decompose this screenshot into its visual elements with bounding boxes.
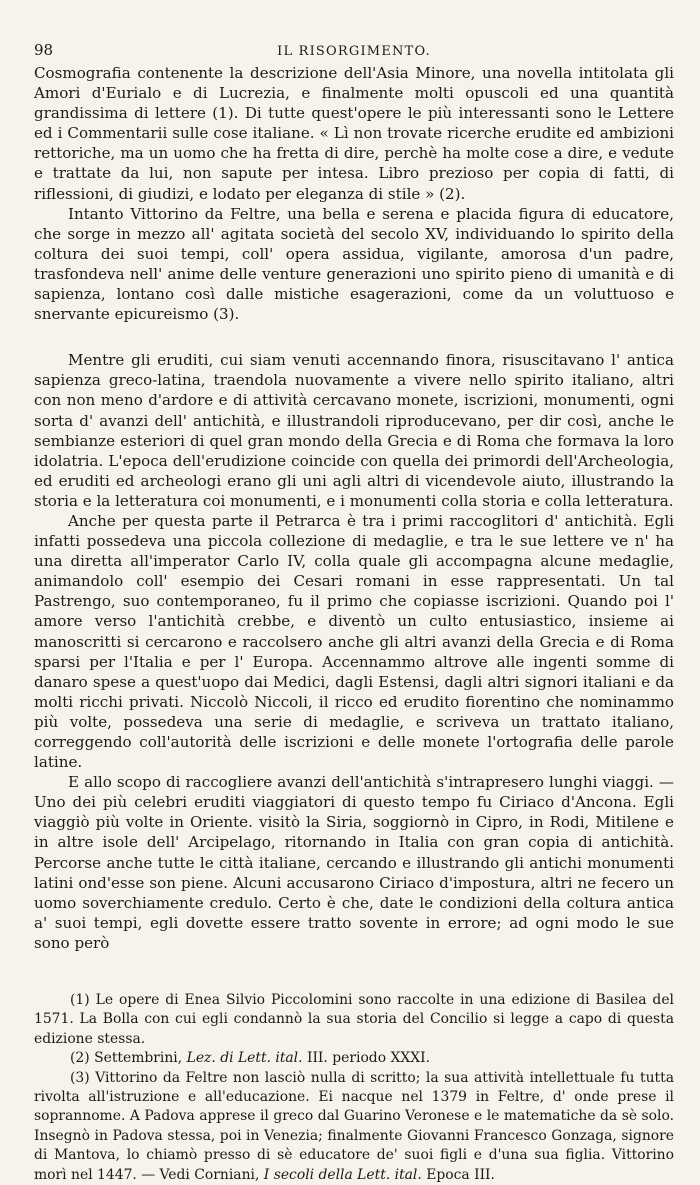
footnote-2 [34,1049,674,1068]
footnotes [34,991,674,1185]
paragraph-ciriaco: E allo scopo di raccogliere avanzi dell'antichità s'intrapresero lunghi viaggi. — Uno dei più celebri eruditi viaggiatori di questo tempo fu Ciriaco d'Ancona. Egli viaggiò più volte in Oriente. visitò la Siria, soggiornò in Cipro, in Rodi, Mitilene e in altre isole dell' Arcipelago, ritornando in Italia con gran copia di antichità. Percorse anche tutte le città italiane, cercando e illustrando gli antichi monumenti latini ond'esse son piene. Alcuni accusarono Ciriaco d'impostura, altri ne fecero un uomo soverchiamente credulo. Certo è che, date le condizioni della coltura antica a' suoi tempi, egli dovette essere tratto sovente in errore; ad ogni modo le sue sono però [34,773,674,952]
running-title: IL RISORGIMENTO. [277,44,431,59]
paragraph-eruditi: Mentre gli eruditi, cui siam venuti accennando finora, risuscitavano l' antica sapienza greco-latina, traendola nuovamente a vivere nello spirito italiano, altri con non meno d'ardore e di attività cercavano monete, iscrizioni, monumenti, ogni sorta d' avanzi dell' antichità, e illustrandoli riproducevano, per dir così, anche le sembianze esteriori di quel gran mondo della Grecia e di Roma che formava la loro idolatria. L'epoca dell'erudizione coincide con quella dei primordi dell'Archeologia, ed eruditi ed archeologi erano gli uni agli altri di vicendevole aiuto, illustrando la storia e la letteratura coi monumenti, e i monumenti colla storia e colla letteratura. [34,351,674,510]
footnote-2-text: (2) Settembrini, [70,1050,187,1067]
paragraph-petrarca: Anche per questa parte il Petrarca è tra i primi raccoglitori d' antichità. Egli infatti possedeva una piccola collezione di medaglie, e tra le sue lettere ve n' ha una diretta all'imperator Carlo IV, colla quale gli accompagna alcune medaglie, animandolo coll' esempio dei Cesari romani in esse rappresentati. Un tal Pastrengo, suo contemporaneo, fu il primo che copiasse iscrizioni. Quando poi l' amore verso l'antichità crebbe, e diventò un culto entusiastico, insieme ai manoscritti si cercarono e raccolsero anche gli altri avanzi della Grecia e di Roma sparsi per l'Italia e per l' Europa. Accennammo altrove alle ingenti somme di danaro spese a quest'uopo dai Medici, dagli Estensi, dagli altri signori italiani e da molti ricchi privati. Niccolò Niccoli, il ricco ed erudito fiorentino che nominammo più volte, possedeva una serie di medaglie, e scriveva un trattato italiano, correggendo coll'autorità delle iscrizioni e delle monete l'ortografia delle parole latine. [34,511,674,772]
footnote-2-ref: III. periodo XXXI. [302,1050,431,1067]
page-number: 98 [34,41,54,59]
paragraph-continuation: Cosmografia contenente la descrizione dell'Asia Minore, una novella intitolata gli Amori d'Eurialo e di Lucrezia, e finalmente molti opuscoli ed una quantità grandissima di lettere (1). Di tutte quest'opere le più interessanti sono le Lettere ed i Commentarii sulle cose italiane. « Lì non trovate ricerche erudite ed ambizioni rettoriche, ma un uomo che ha fretta di dire, perchè ha molte cose a dire, e vedute e trattate da lui, non sapute per intesa. Libro prezioso per copia di fatti, di riflessioni, di giudizi, e lodato per eleganza di stile » (2). [34,64,674,203]
footnote-1: (1) Le opere di Enea Silvio Piccolomini sono raccolte in una edizione di Basilea del 1571. La Bolla con cui egli condannò la sua storia del Concilio si legge a capo di questa edizione stessa. [34,992,674,1047]
paragraph-vittorino: Intanto Vittorino da Feltre, una bella e serena e placida figura di educatore, che sorge in mezzo all' agitata società del secolo XV, individuando lo spirito della coltura dei suoi tempi, coll' opera assidua, vigilante, amorosa d'un padre, trasfondeva nell' anime delle venture generazioni uno spirito pieno di umanità e di sapienza, lontano così dalle mistiche esagerazioni, come da un voluttuoso e snervante epicureismo (3). [34,204,674,324]
footnote-3-text: (3) Vittorino da Feltre non lasciò nulla di scritto; la sua attività intellettuale fu tutta rivolta all'istruzione e all'educazione. Ei nacque nel 1379 in Feltre, d' onde prese il soprannome. A Padova apprese il greco dal Guarino Veronese e le matematiche da sè solo. Insegnò in Padova stessa, poi in Venezia; finalmente Giovanni Francesco Gonzaga, signore di Mantova, lo chiamò presso di sè educatore de' suoi figli e d'una sua figlia. Vittorino morì nel 1447. — Vedi Corniani, [34,1069,674,1183]
footnote-3 [34,1069,674,1185]
page-header [34,41,674,63]
footnote-2-title: Lez. di Lett. ital. [186,1050,303,1067]
section-break [34,324,674,350]
footnote-3-ref: Epoca III. [421,1166,495,1183]
book-page [34,41,674,1185]
main-text [34,63,674,953]
footnote-3-title: I secoli della Lett. ital. [263,1166,422,1183]
